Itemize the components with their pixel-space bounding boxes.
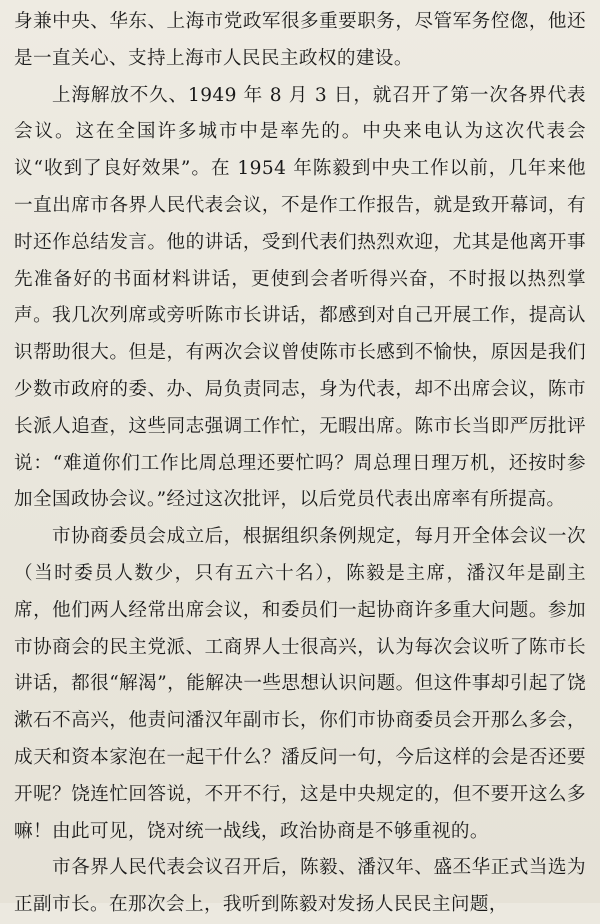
paragraph-1: 身兼中央、华东、上海市党政军很多重要职务，尽管军务倥偬，他还是一直关心、支持上海市人民民主政权的建设。 bbox=[14, 11, 586, 69]
paragraph-2: 上海解放不久、1949 年 8 月 3 日，就召开了第一次各界代表会议。这在全国许多城市中是率先的。中央来电认为这次代表会议“收到了良好效果”。在 1954 年陈毅到中央工作以前，几年来他一直出席市各界人民代表会议，不是作工作报告，就是致开幕词，有时还作总结发言。他的讲话，受到代表们热烈欢迎，尤其是他离开事先准备好的书面材料讲话，更使到会者听得兴奋，不时报以热烈掌声。我几次列席或旁听陈市长讲话，都感到对自己开展工作，提高认识帮助很大。但是，有两次会议曾使陈市长感到不愉快，原因是我们少数市政府的委、办、局负责同志，身为代表，却不出席会议，陈市长派人追查，这些同志强调工作忙，无暇出席。陈市长当即严厉批评说：“难道你们工作比周总理还要忙吗？周总理日理万机，还按时参加全国政协会议。”经过这次批评，以后党员代表出席率有所提高。 bbox=[14, 84, 586, 511]
paragraph-3: 市协商委员会成立后，根据组织条例规定，每月开全体会议一次（当时委员人数少，只有五六十名），陈毅是主席，潘汉年是副主席，他们两人经常出席会议，和委员们一起协商许多重大问题。参加市协商会的民主党派、工商界人士很高兴，认为每次会议听了陈市长讲话，都很“解渴”，能解决一些思想认识问题。但这件事却引起了饶漱石不高兴，他责问潘汉年副市长，你们市协商委员会开那么多会，成天和资本家泡在一起干什么？潘反问一句，今后这样的会是否还要开呢？饶连忙回答说，不开不行，这是中央规定的，但不要开这么多嘛！由此可见，饶对统一战线，政治协商是不够重视的。 bbox=[14, 526, 586, 842]
paragraph-4: 市各界人民代表会议召开后，陈毅、潘汉年、盛丕华正式当选为正副市长。在那次会上，我听到陈毅对发扬人民民主问题， bbox=[14, 857, 586, 916]
document-body bbox=[14, 4, 586, 924]
